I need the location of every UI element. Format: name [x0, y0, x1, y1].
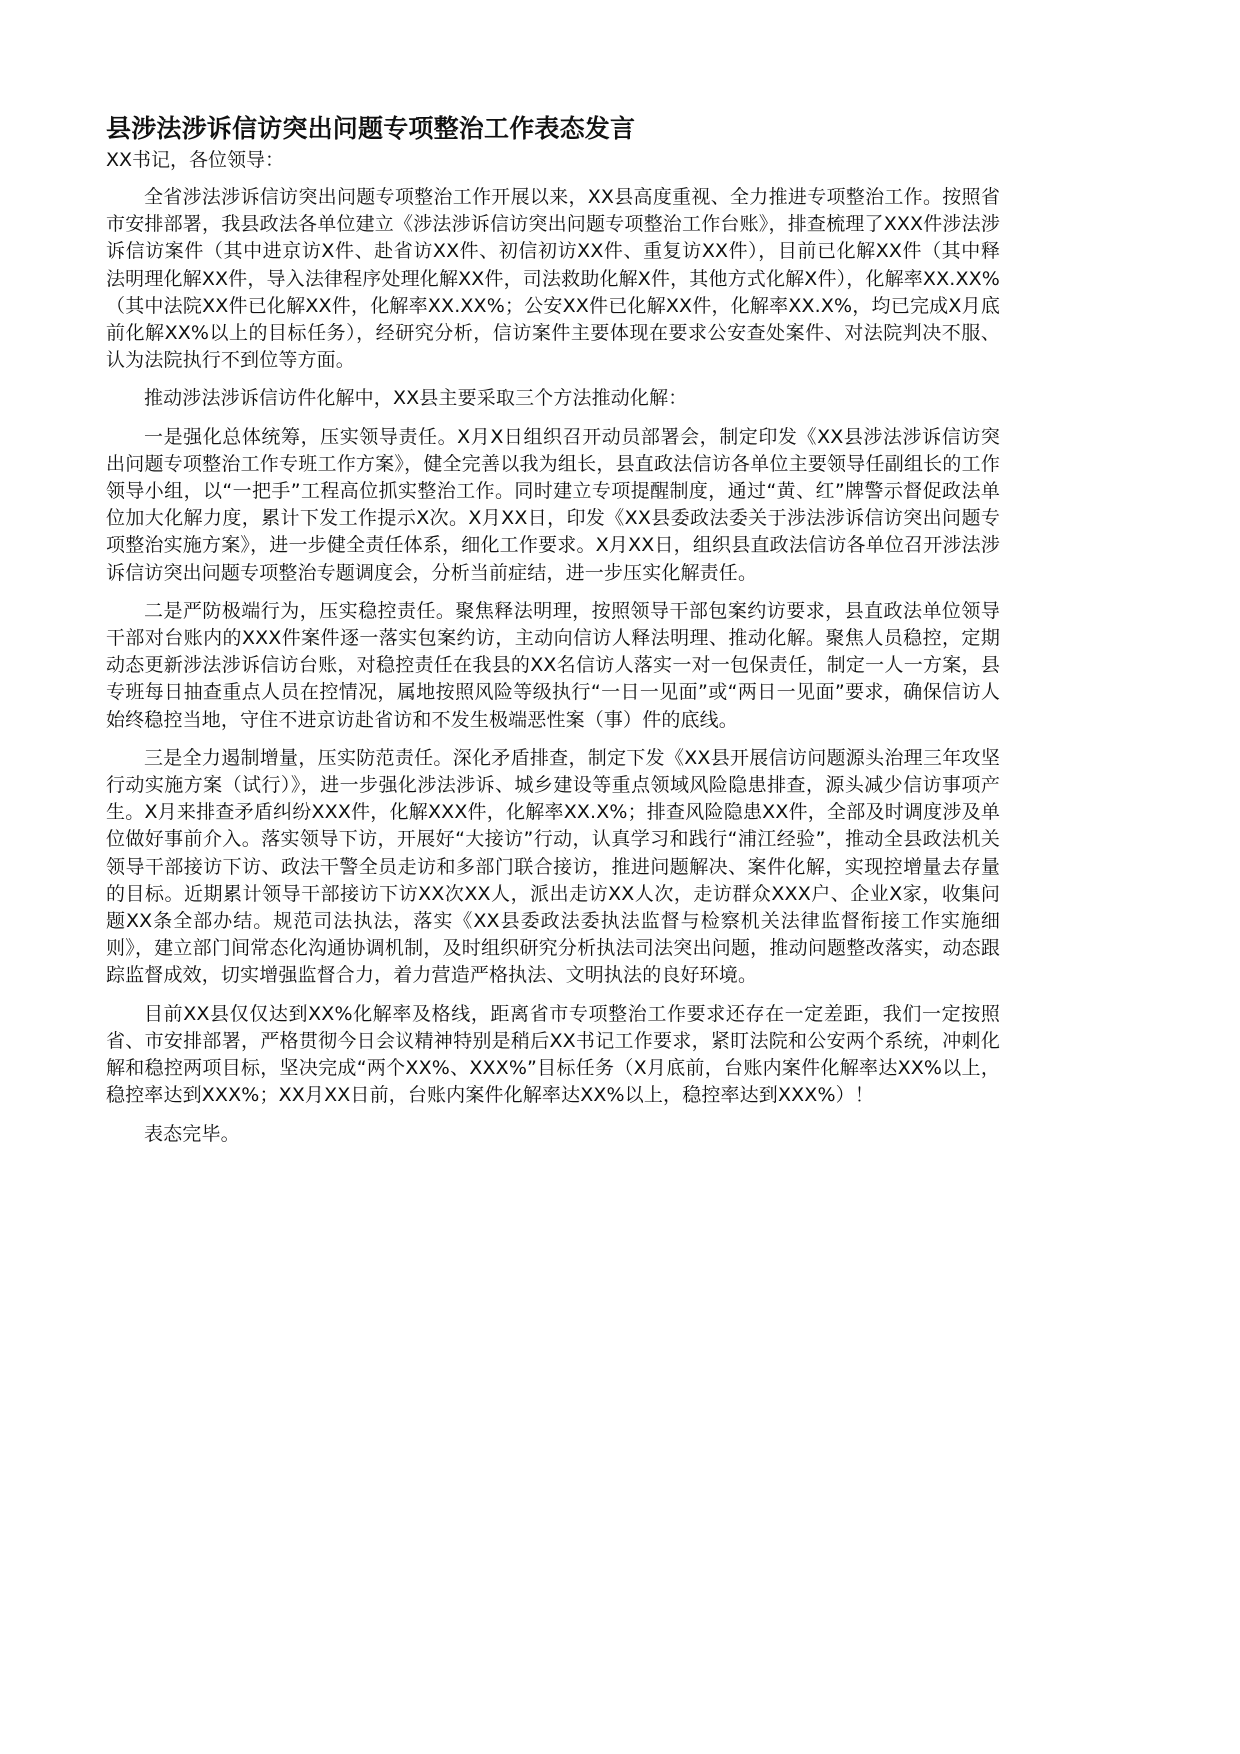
paragraph-method-one: 一是强化总体统筹，压实领导责任。X月X日组织召开动员部署会，制定印发《XX县涉法涉诉信访突出问题专项整治工作专班工作方案》，健全完善以我为组长，县直政法信访各单位主要领导任副组长的工作领导小组，以“一把手”工程高位抓实整治工作。同时建立专项提醒制度，通过“黄、红”牌警示督促政法单位加大化解力度，累计下发工作提示X次。X月XX日，印发《XX县委政法委关于涉法涉诉信访突出问题专项整治实施方案》，进一步健全责任体系，细化工作要求。X月XX日，组织县直政法信访各单位召开涉法涉诉信访突出问题专项整治专题调度会，分析当前症结，进一步压实化解责任。: [106, 425, 1000, 584]
paragraph-closing: 表态完毕。: [144, 1122, 240, 1145]
paragraph-commitment: 目前XX县仅仅达到XX%化解率及格线，距离省市专项整治工作要求还存在一定差距，我们一定按照省、市安排部署，严格贯彻今日会议精神特别是稍后XX书记工作要求，紧盯法院和公安两个系统，冲刺化解和稳控两项目标，坚决完成“两个XX%、XXX%”目标任务（X月底前，台账内案件化解率达XX%以上，稳控率达到XXX%；XX月XX日前，台账内案件化解率达XX%以上，稳控率达到XXX%）！: [106, 1002, 1000, 1107]
paragraph-intro: 全省涉法涉诉信访突出问题专项整治工作开展以来，XX县高度重视、全力推进专项整治工作。按照省市安排部署，我县政法各单位建立《涉法涉诉信访突出问题专项整治工作台账》，排查梳理了XXX件涉法涉诉信访案件（其中进京访X件、赴省访XX件、初信初访XX件、重复访XX件），目前已化解XX件（其中释法明理化解XX件，导入法律程序处理化解XX件，司法救助化解X件，其他方式化解X件），化解率XX.XX%（其中法院XX件已化解XX件，化解率XX.XX%；公安XX件已化解XX件，化解率XX.X%，均已完成X月底前化解XX%以上的目标任务），经研究分析，信访案件主要体现在要求公安查处案件、对法院判决不服、认为法院执行不到位等方面。: [106, 186, 1000, 372]
paragraph-method-three: 三是全力遏制增量，压实防范责任。深化矛盾排查，制定下发《XX县开展信访问题源头治理三年攻坚行动实施方案（试行）》，进一步强化涉法涉诉、城乡建设等重点领域风险隐患排查，源头减少信访事项产生。X月来排查矛盾纠纷XXX件，化解XXX件，化解率XX.X%；排查风险隐患XX件，全部及时调度涉及单位做好事前介入。落实领导下访，开展好“大接访”行动，认真学习和践行“浦江经验”，推动全县政法机关领导干部接访下访、政法干警全员走访和多部门联合接访，推进问题解决、案件化解，实现控增量去存量的目标。近期累计领导干部接访下访XX次XX人，派出走访XX人次，走访群众XXX户、企业X家，收集问题XX条全部办结。规范司法执法，落实《XX县委政法委执法监督与检察机关法律监督衔接工作实施细则》，建立部门间常态化沟通协调机制，及时组织研究分析执法司法突出问题，推动问题整改落实，动态跟踪监督成效，切实增强监督合力，着力营造严格执法、文明执法的良好环境。: [106, 746, 1000, 987]
document-title: 县涉法涉诉信访突出问题专项整治工作表态发言: [106, 114, 636, 143]
paragraph-methods-lead: 推动涉法涉诉信访件化解中，XX县主要采取三个方法推动化解：: [144, 387, 688, 410]
salutation: XX书记，各位领导：: [106, 149, 285, 171]
paragraph-method-two: 二是严防极端行为，压实稳控责任。聚焦释法明理，按照领导干部包案约访要求，县直政法单位领导干部对台账内的XXX件案件逐一落实包案约访，主动向信访人释法明理、推动化解。聚焦人员稳控，定期动态更新涉法涉诉信访台账，对稳控责任在我县的XX名信访人落实一对一包保责任，制定一人一方案，县专班每日抽查重点人员在控情况，属地按照风险等级执行“一日一见面”或“两日一见面”要求，确保信访人始终稳控当地，守住不进京访赴省访和不发生极端恶性案（事）件的底线。: [106, 599, 1000, 731]
document-page: [106, 112, 1000, 1159]
